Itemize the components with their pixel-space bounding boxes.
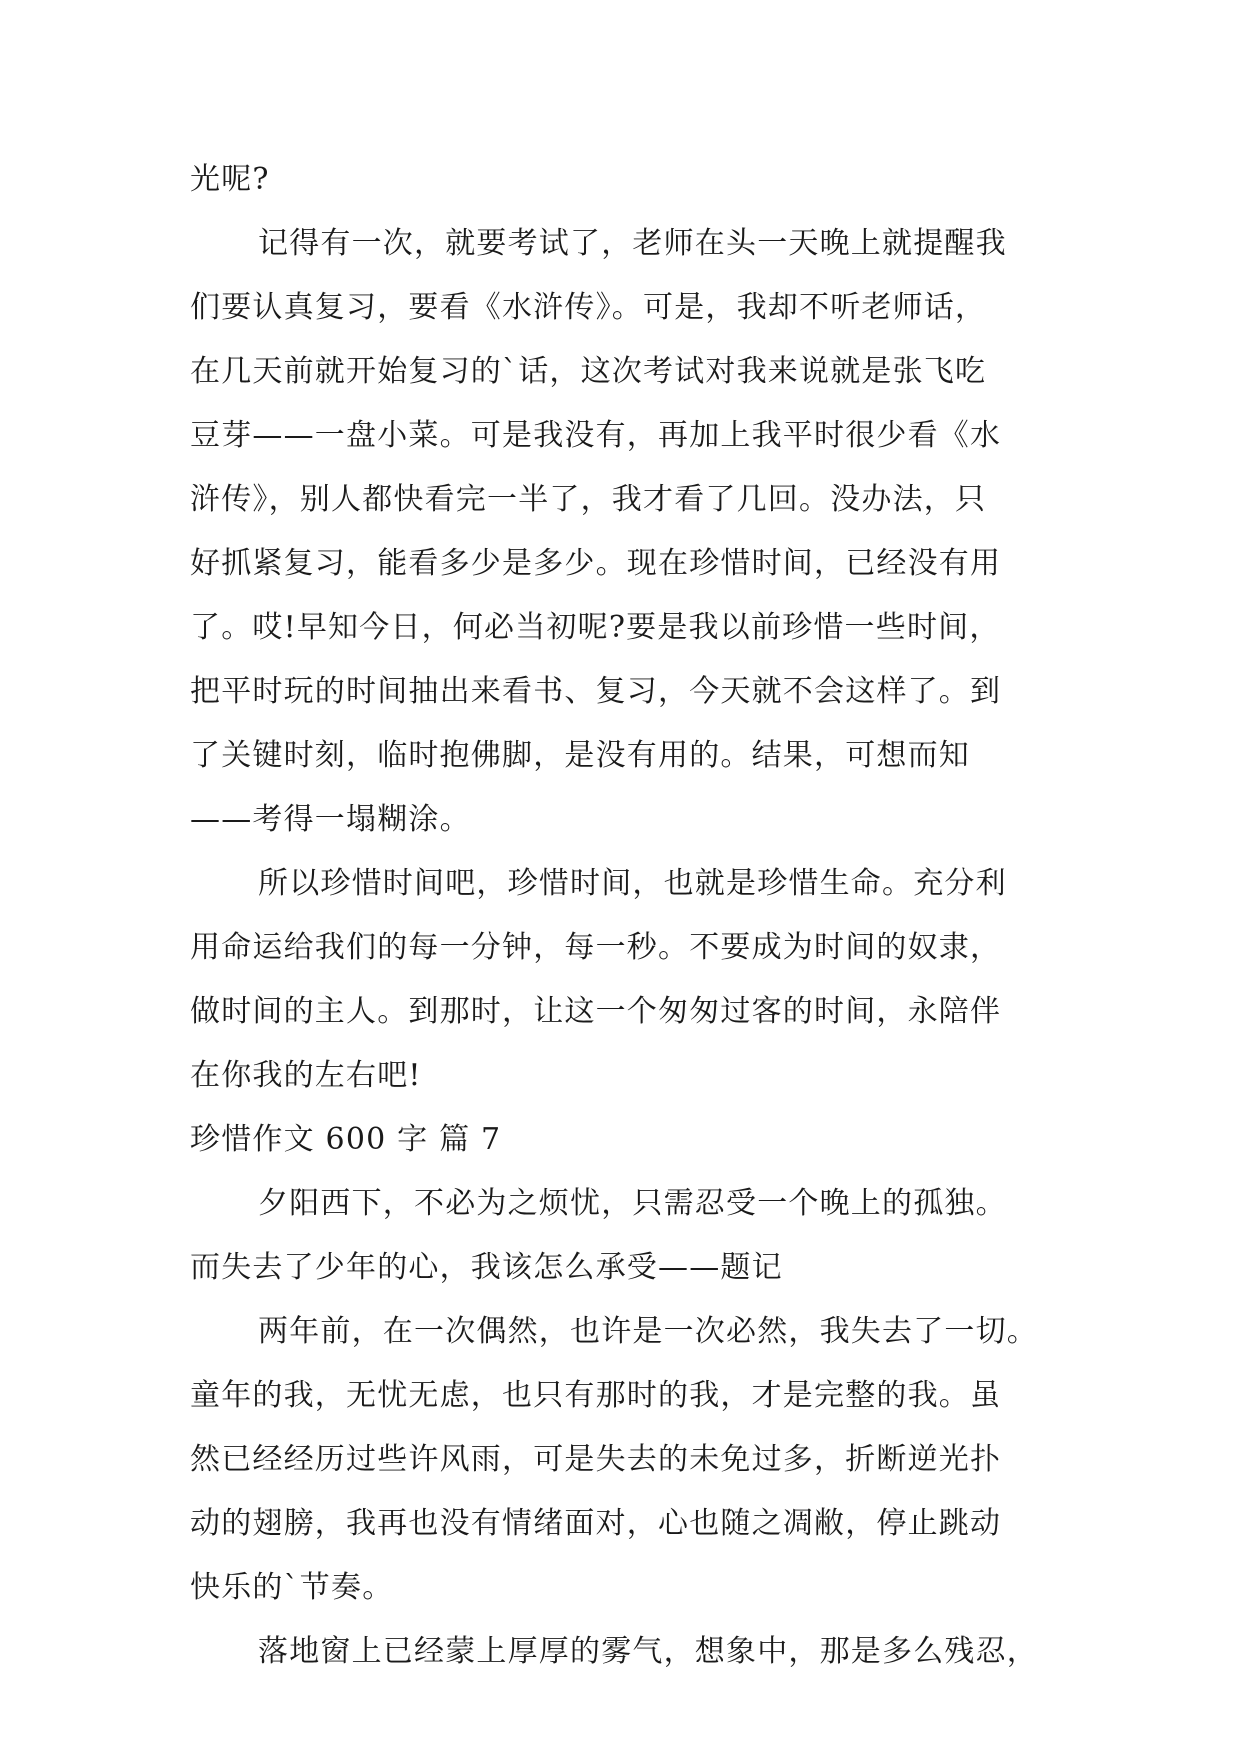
text-line: 做时间的主人。到那时，让这一个匆匆过客的时间，永陪伴 (190, 994, 1002, 1029)
text-line: 童年的我，无忧无虑，也只有那时的我，才是完整的我。虽 (190, 1378, 1002, 1413)
text-line: 在几天前就开始复习的`话，这次考试对我来说就是张飞吃 (190, 354, 987, 389)
text-line: 们要认真复习，要看《水浒传》。可是，我却不听老师话， (190, 290, 987, 325)
text-line: 快乐的`节奏。 (190, 1570, 394, 1605)
text-line: 而失去了少年的心，我该怎么承受——题记 (190, 1250, 783, 1285)
text-line: 了关键时刻，临时抱佛脚，是没有用的。结果，可想而知 (190, 738, 970, 773)
text-line: 把平时玩的时间抽出来看书、复习，今天就不会这样了。到 (190, 674, 1002, 709)
text-line: 了。哎!早知今日，何必当初呢?要是我以前珍惜一些时间， (190, 610, 1001, 645)
text-line: 动的翅膀，我再也没有情绪面对，心也随之凋敝，停止跳动 (190, 1506, 1002, 1541)
text-line: ——考得一塌糊涂。 (190, 802, 471, 837)
paragraph-first-line: 记得有一次，就要考试了，老师在头一天晚上就提醒我 (258, 226, 1007, 261)
paragraph-first-line: 落地窗上已经蒙上厚厚的雾气，想象中，那是多么残忍， (258, 1634, 1038, 1669)
paragraph-first-line: 两年前，在一次偶然，也许是一次必然，我失去了一切。 (258, 1314, 1038, 1349)
text-line: 浒传》，别人都快看完一半了，我才看了几回。没办法，只 (190, 482, 987, 517)
text-line: 在你我的左右吧! (190, 1058, 422, 1093)
section-heading: 珍惜作文 600 字 篇 7 (190, 1122, 502, 1157)
text-line: 光呢? (190, 162, 270, 197)
text-line: 然已经经历过些许风雨，可是失去的未免过多，折断逆光扑 (190, 1442, 1002, 1477)
paragraph-first-line: 夕阳西下，不必为之烦忧，只需忍受一个晚上的孤独。 (258, 1186, 1007, 1221)
text-line: 用命运给我们的每一分钟，每一秒。不要成为时间的奴隶， (190, 930, 1002, 965)
paragraph-first-line: 所以珍惜时间吧，珍惜时间，也就是珍惜生命。充分利 (258, 866, 1007, 901)
text-line: 好抓紧复习，能看多少是多少。现在珍惜时间，已经没有用 (190, 546, 1002, 581)
text-line: 豆芽——一盘小菜。可是我没有，再加上我平时很少看《水 (190, 418, 1002, 453)
